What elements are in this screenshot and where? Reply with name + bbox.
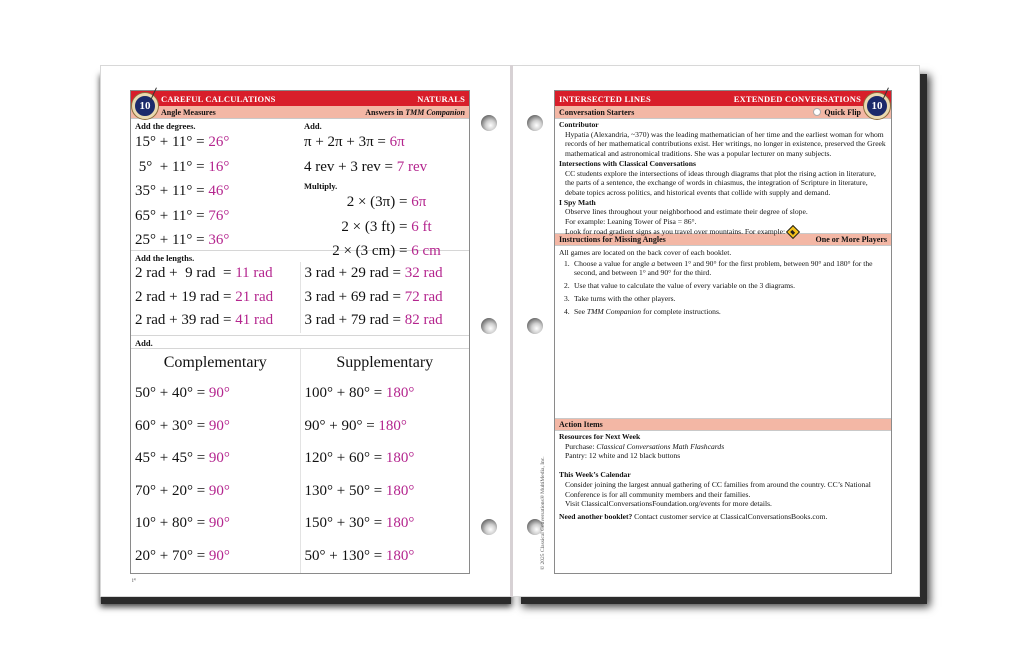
card-header <box>131 91 469 106</box>
section-label: Add the degrees. <box>135 121 196 131</box>
equation-expression: 3 rad + 29 rad = <box>304 265 405 281</box>
equation-expression: 120° + 60° = <box>304 450 386 467</box>
section-label: Add. <box>304 121 322 131</box>
equation-row <box>301 475 470 508</box>
subheader-topic: Conversation Starters <box>559 107 635 117</box>
equation-expression: 150° + 30° = <box>304 515 386 532</box>
equation-expression: 5° + 11° = <box>135 158 209 175</box>
equation-expression: 2 × (3π) = <box>346 194 412 210</box>
equation-expression: 70° + 20° = <box>135 482 209 499</box>
week-badge: 10 <box>864 93 890 119</box>
equation-expression: 3 rad + 69 rad = <box>304 288 405 305</box>
equation-expression: 60° + 30° = <box>135 417 209 434</box>
card-title: INTERSECTED LINES <box>559 93 651 104</box>
instructions-intro: All games are located on the back cover of each booklet. <box>559 248 732 257</box>
intersections-body: CC students explore the intersections of ideas through diagrams that plot the rising action in literature, the parts of a sentence, the exchange of words in chiasmus, the integration of Scripture in literature, debate topics across politics, and historical events that collide with supply and demand. <box>565 168 876 197</box>
equation-answer: 36° <box>208 232 230 248</box>
equation-row <box>131 179 300 204</box>
equation-row <box>300 239 469 264</box>
add-multiply-column <box>300 119 469 259</box>
road-gradient-sign-icon <box>786 225 800 239</box>
equation-answer: 6π <box>389 134 405 150</box>
card-category: NATURALS <box>417 93 465 104</box>
equation-answer: 180° <box>378 417 407 434</box>
equation-answer: 41 rad <box>235 312 274 328</box>
equation-answer: 180° <box>385 450 415 467</box>
conversation-starters <box>555 119 891 236</box>
contributor-body: Hypatia (Alexandria, ~370) was the leading mathematician of her time and the earliest woman for whom records of her mathematical contributions exist. Her writings, no longer in existence, preserved the Greek mathematical and astronomical traditions. She was a popular lecturer on many subjects. <box>565 129 886 159</box>
equation-row <box>131 262 300 286</box>
instructions-bar: Instructions for Missing Angles One or More Players <box>555 233 891 246</box>
equation-expression: 35° + 11° = <box>135 183 209 199</box>
equation-answer: 180° <box>385 482 415 499</box>
equation-row <box>131 286 300 310</box>
section-label: Add. <box>135 338 153 348</box>
complementary-supplementary-section <box>131 349 469 573</box>
section-label: Add the lengths. <box>135 253 195 263</box>
equation-expression: 2 × (3 ft) = <box>341 218 412 235</box>
equation-row <box>300 155 469 180</box>
binder-hole <box>527 115 543 131</box>
card-category: EXTENDED CONVERSATIONS <box>733 93 861 104</box>
equation-row <box>131 130 300 155</box>
equation-answer: 46° <box>208 183 230 199</box>
equation-answer: 90° <box>208 515 230 532</box>
equation-expression: 20° + 70° = <box>135 547 209 564</box>
binder-hole <box>481 318 497 334</box>
equation-expression: 2 × (3 cm) = <box>332 243 412 259</box>
instructions-body <box>555 246 891 418</box>
equation-expression: 50° + 40° = <box>135 385 209 401</box>
calendar-heading: This Week’s Calendar <box>559 470 631 480</box>
equation-row <box>301 507 470 540</box>
equation-expression: 3 rad + 79 rad = <box>304 312 405 328</box>
equation-answer: 76° <box>208 207 230 224</box>
booklet-line[interactable]: Need another booklet? Contact customer service at ClassicalConversationsBooks.com. <box>559 511 828 521</box>
equation-row <box>131 309 300 333</box>
equation-answer: 90° <box>208 385 230 401</box>
copyright-notice: © 2025 Classical Conversations® MultiMedia, Inc. <box>540 456 546 570</box>
resources-heading: Resources for Next Week <box>559 432 641 441</box>
equation-answer: 32 rad <box>404 265 443 281</box>
equation-answer: 26° <box>208 134 230 150</box>
equation-row <box>301 286 470 310</box>
equation-expression: 2 rad + 19 rad = <box>135 288 236 305</box>
equation-expression: 10° + 80° = <box>135 515 209 532</box>
equation-row <box>131 507 300 540</box>
quick-flip-icon <box>813 108 821 116</box>
card-header <box>555 91 891 106</box>
equation-answer: 72 rad <box>404 288 443 305</box>
equation-answer: 6 ft <box>411 218 432 235</box>
equation-row <box>301 262 470 286</box>
equation-answer: 90° <box>208 482 230 499</box>
equation-row <box>131 155 300 180</box>
i-spy-line: Observe lines throughout your neighborhood and estimate their degree of slope. <box>565 207 808 217</box>
intersected-lines-card <box>554 90 892 574</box>
complementary-title: Complementary <box>163 354 267 371</box>
page-number: i⁴ <box>132 578 136 584</box>
i-spy-line: For example: Leaning Tower of Pisa = 86°. <box>565 217 697 227</box>
equation-answer: 6π <box>411 194 427 210</box>
page-spine <box>510 65 513 597</box>
equation-row <box>301 442 470 475</box>
equation-expression: 65° + 11° = <box>135 207 209 224</box>
equation-answer: 90° <box>208 450 230 467</box>
supplementary-title: Supplementary <box>336 354 434 371</box>
add-degrees-column <box>131 119 300 250</box>
equation-row <box>301 377 470 410</box>
intersections-heading: Intersections with Classical Conversations <box>559 158 696 168</box>
binder-hole <box>527 318 543 334</box>
equation-expression: 130° + 50° = <box>304 482 386 499</box>
calendar-line: Consider joining the largest annual gathering of CC families from around the country. CC’s National Conference is for all community members and their families. <box>565 479 871 499</box>
equation-answer: 11 rad <box>235 265 273 281</box>
i-spy-line: Look for road gradient signs as you travel over mountains. For example: <box>555 227 891 237</box>
equation-answer: 180° <box>385 515 415 532</box>
quick-flip: Quick Flip <box>813 108 861 117</box>
equation-expression: 2 rad + 39 rad = <box>135 312 236 328</box>
equation-row <box>131 475 300 508</box>
instruction-step: 4. See TMM Companion for complete instructions. <box>564 306 721 316</box>
calendar-link-line[interactable]: Visit ClassicalConversationsFoundation.org/events for more details. <box>565 499 772 509</box>
equation-answer: 7 rev <box>396 158 428 175</box>
equation-row <box>301 309 470 333</box>
equation-expression: 90° + 90° = <box>304 417 379 434</box>
equation-row <box>301 410 470 443</box>
equation-answer: 16° <box>208 158 230 175</box>
purchase-line: Purchase: Classical Conversations Math Flashcards <box>565 441 725 451</box>
equation-row <box>131 204 300 229</box>
week-badge: 10 <box>132 93 158 119</box>
contributor-heading: Contributor <box>559 120 599 129</box>
equation-row <box>301 540 470 573</box>
equation-answer: 82 rad <box>404 312 443 328</box>
i-spy-heading: I Spy Math <box>559 197 596 207</box>
binder-hole <box>481 115 497 131</box>
instruction-step: 2. Use that value to calculate the value of every variable on the 3 diagrams. <box>564 281 795 291</box>
equation-answer: 180° <box>385 385 415 401</box>
equation-answer: 90° <box>208 417 230 434</box>
card-subheader <box>555 106 891 119</box>
instruction-step: 1. Choose a value for angle a between 1° and 90° for the first problem, between 90° and 180° for the second, and between 1° and 90° for the third. <box>564 258 873 278</box>
equation-answer: 90° <box>208 547 230 564</box>
equation-row <box>131 377 300 410</box>
lengths-section <box>131 251 469 336</box>
equation-row <box>131 540 300 573</box>
equation-answer: 180° <box>385 547 415 564</box>
card-title: CAREFUL CALCULATIONS <box>161 93 276 104</box>
equation-expression: π + 2π + 3π = <box>304 134 390 150</box>
action-items-body <box>555 431 891 522</box>
careful-calculations-card <box>130 90 470 574</box>
equation-expression: 2 rad + 9 rad = <box>135 265 236 281</box>
equation-row <box>300 190 469 215</box>
subheader-topic: Angle Measures <box>161 107 216 117</box>
equation-row <box>300 130 469 155</box>
section-label: Multiply. <box>304 181 338 191</box>
equation-row <box>131 410 300 443</box>
instruction-step: 3. Take turns with the other players. <box>564 293 676 303</box>
pantry-line: Pantry: 12 white and 12 black buttons <box>565 451 681 461</box>
equation-answer: 6 cm <box>411 243 441 259</box>
equation-row <box>131 442 300 475</box>
equation-row <box>300 215 469 240</box>
equation-answer: 21 rad <box>235 288 274 305</box>
answers-note: Answers in TMM Companion <box>365 107 465 117</box>
action-items-bar: Action Items <box>555 418 891 431</box>
card-subheader <box>131 106 469 119</box>
equation-expression: 50° + 130° = <box>304 547 386 564</box>
binder-hole <box>481 519 497 535</box>
equation-expression: 15° + 11° = <box>135 134 209 150</box>
equation-expression: 25° + 11° = <box>135 232 209 248</box>
equation-row <box>131 228 300 253</box>
equation-expression: 45° + 45° = <box>135 450 209 467</box>
equation-expression: 4 rev + 3 rev = <box>304 158 397 175</box>
equation-expression: 100° + 80° = <box>304 385 386 401</box>
